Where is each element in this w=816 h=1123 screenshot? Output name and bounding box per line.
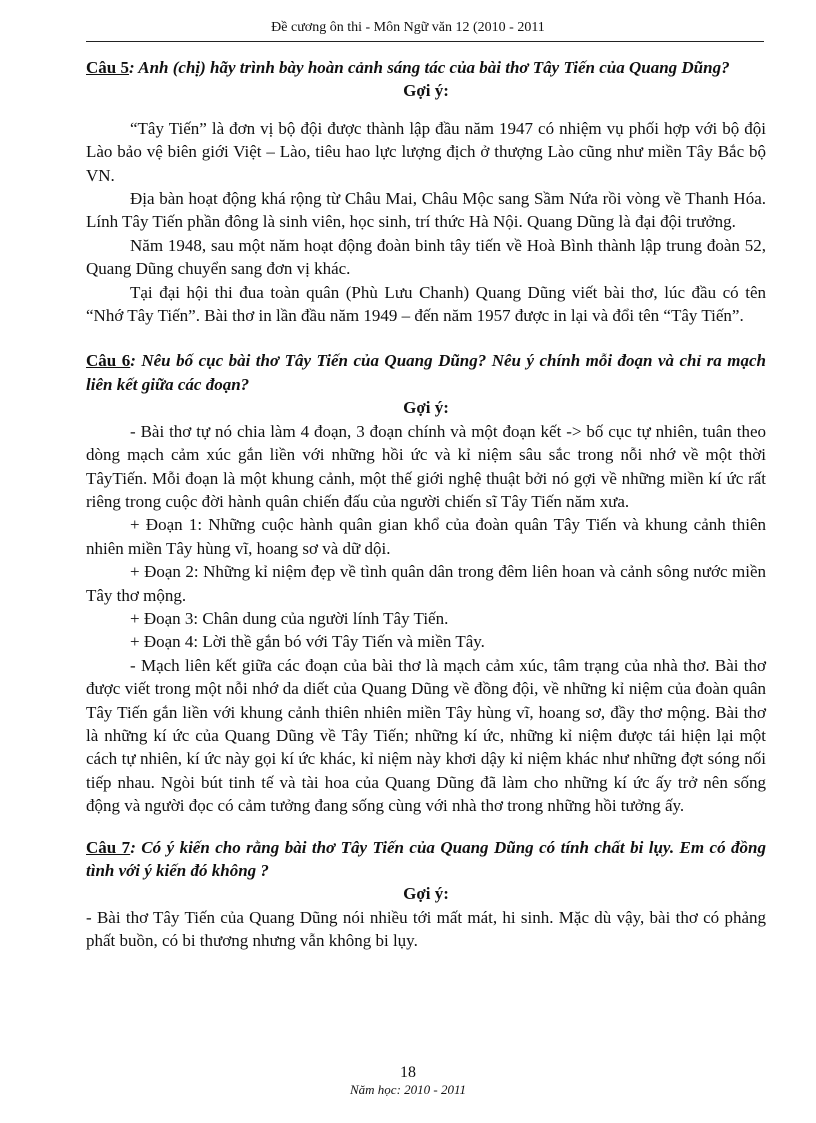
q6-paragraph: + Đoạn 1: Những cuộc hành quân gian khổ của đoàn quân Tây Tiến và khung cảnh thiên nhiên miền Tây hùng vĩ, hoang sơ và dữ dội. [86,515,766,558]
question-6-hint: Gợi ý: [403,398,449,418]
q5-paragraph: “Tây Tiến” là đơn vị bộ đội được thành lập đầu năm 1947 có nhiệm vụ phối hợp với bộ đội Lào bảo vệ biên giới Việt – Lào, tiêu hao lực lượng địch ở thượng Lào cũng như miền Tây Bắc bộ VN. [86,118,766,185]
page-number: 18 [400,1064,416,1081]
question-7 [86,836,766,883]
page-header [0,19,816,37]
question-6-text: : Nêu bố cục bài thơ Tây Tiến của Quang Dũng? Nêu ý chính mỗi đoạn và chỉ ra mạch liên kết giữa các đoạn? [86,351,767,394]
question-7-number: Câu 7 [86,837,131,857]
q6-paragraph: + Đoạn 4: Lời thề gắn bó với Tây Tiến và miền Tây. [130,632,485,652]
document-body [86,56,766,953]
question-7-text: : Có ý kiến cho rằng bài thơ Tây Tiến của Quang Dũng có tính chất bi lụy. Em có đồng tình với ý kiến đó không ? [86,837,766,880]
footer-school-year: Năm học: 2010 - 2011 [349,1082,467,1097]
q7-paragraph: - Bài thơ Tây Tiến của Quang Dũng nói nhiều tới mất mát, hi sinh. Mặc dù vậy, bài thơ có phảng phất buồn, có bi thương nhưng vẫn không bi lụy. [86,907,766,951]
q5-paragraph: Năm 1948, sau một năm hoạt động đoàn binh tây tiến về Hoà Bình thành lập trung đoàn 52, Quang Dũng chuyển sang đơn vị khác. [86,235,766,279]
question-6-number: Câu 6 [86,351,131,371]
header-rule [86,41,764,42]
q5-paragraph: Tại đại hội thi đua toàn quân (Phù Lưu Chanh) Quang Dũng viết bài thơ, lúc đầu có tên “Nhớ Tây Tiến”. Bài thơ in lần đầu năm 1949 – đến năm 1957 được in lại và đổi tên “Tây Tiến”. [86,282,766,326]
q6-paragraph: + Đoạn 3: Chân dung của người lính Tây Tiến. [130,608,449,628]
question-5-number: Câu 5 [86,58,129,77]
question-7-hint: Gợi ý: [403,884,449,904]
q6-paragraph: + Đoạn 2: Những kỉ niệm đẹp về tình quân dân trong đêm liên hoan và cảnh sông nước miền Tây thơ mộng. [86,562,766,605]
q5-paragraph: Địa bàn hoạt động khá rộng từ Châu Mai, Châu Mộc sang Sầm Nứa rồi vòng về Thanh Hóa. Lính Tây Tiến phần đông là sinh viên, học sinh, trí thức Hà Nội. Quang Dũng là đại đội trưởng. [86,189,766,232]
question-5 [86,56,766,79]
question-6 [86,349,766,396]
question-5-text: : Anh (chị) hãy trình bày hoàn cảnh sáng tác của bài thơ Tây Tiến của Quang Dũng? [128,58,730,77]
q6-paragraph: - Bài thơ tự nó chia làm 4 đoạn, 3 đoạn chính và một đoạn kết -> bố cục tự nhiên, tuân theo dòng mạch cảm xúc gắn liền với những hồi ức và kỉ niệm sâu sắc trong nỗi nhớ về một thời TâyTiến. Mỗi đoạn là một khung cảnh, một thế giới nghệ thuật bởi nó gợi về những miền kí ức rất riêng trong cuộc đời hành quân chiến đấu của người chiến sĩ Tây Tiến năm xưa. [86,421,766,511]
q6-paragraph: - Mạch liên kết giữa các đoạn của bài thơ là mạch cảm xúc, tâm trạng của nhà thơ. Bài thơ được viết trong một nỗi nhớ da diết của Quang Dũng về đồng đội, về những kỉ niệm của đoàn quân Tây Tiến gắn liền với khung cảnh thiên nhiên miền Tây hùng vĩ, hoang sơ, đầy thơ mộng. Bài thơ là những kí ức của Quang Dũng về Tây Tiến; những kí ức, những kỉ niệm được tái hiện lại một cách tự nhiên, kí ức này gọi kí ức khác, kỉ niệm này khơi dậy kỉ niệm khác như những đợt sóng nối tiếp nhau. Ngòi bút tinh tế và tài hoa của Quang Dũng đã làm cho những kí ức ấy trở nên sống động và người đọc có cảm tưởng đang sống cùng với nhà thơ trong những hồi tưởng ấy. [86,655,766,816]
question-5-hint: Gợi ý: [403,81,449,101]
header-title: Đề cương ôn thi - Môn Ngữ văn 12 (2010 - 2011 [271,20,545,35]
